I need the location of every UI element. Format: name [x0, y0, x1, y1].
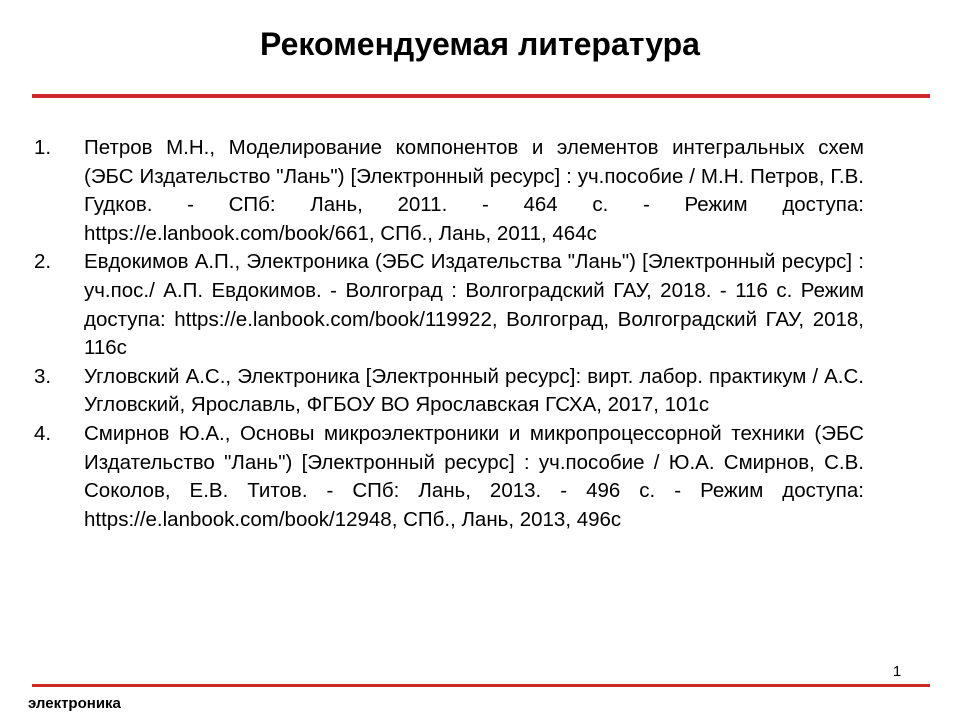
reference-item [34, 248, 864, 362]
reference-item [34, 363, 864, 420]
reference-text: Евдокимов А.П., Электроника (ЭБС Издательства "Лань") [Электронный ресурс] : уч.пос./ А.П. Евдокимов. - Волгоград : Волгоградский ГАУ, 2018. - 116 с. Режим доступа: https://e.lanbook.com/book/119922, Волгоград, Волгоградский ГАУ, 2018, 116с [84, 250, 864, 360]
footer-label: электроника [28, 695, 121, 712]
reference-number: 3. [34, 364, 52, 388]
reference-list [34, 134, 864, 534]
reference-item [34, 420, 864, 534]
reference-number: 4. [34, 421, 52, 445]
reference-item [34, 134, 864, 248]
reference-text: Петров М.Н., Моделирование компонентов и элементов интегральных схем (ЭБС Издательство "Лань") [Электронный ресурс] : уч.пособие / М.Н. Петров, Г.В. Гудков. - СПб: Лань, 2011. - 464 с. - Режим доступа: https://e.lanbook.com/book/661, СПб., Лань, 2011, 464с [84, 136, 864, 245]
reference-number: 2. [34, 250, 52, 274]
slide-title: Рекомендуемая литература [260, 26, 700, 62]
page-number: 1 [892, 663, 902, 680]
footer-divider [32, 684, 930, 687]
reference-text: Смирнов Ю.А., Основы микроэлектроники и микропроцессорной техники (ЭБС Издательство "Лань") [Электронный ресурс] : уч.пособие / Ю.А. Смирнов, С.В. Соколов, Е.В. Титов. - СПб: Лань, 2013. - 496 с. - Режим доступа: https://e.lanbook.com/book/12948, СПб., Лань, 2013, 496с [84, 421, 864, 531]
reference-number: 1. [34, 136, 52, 159]
reference-text: Угловский А.С., Электроника [Электронный ресурс]: вирт. лабор. практикум / А.С. Угловский, Ярославль, ФГБОУ ВО Ярославская ГСХА, 2017, 101с [84, 364, 864, 417]
title-divider [32, 94, 930, 98]
